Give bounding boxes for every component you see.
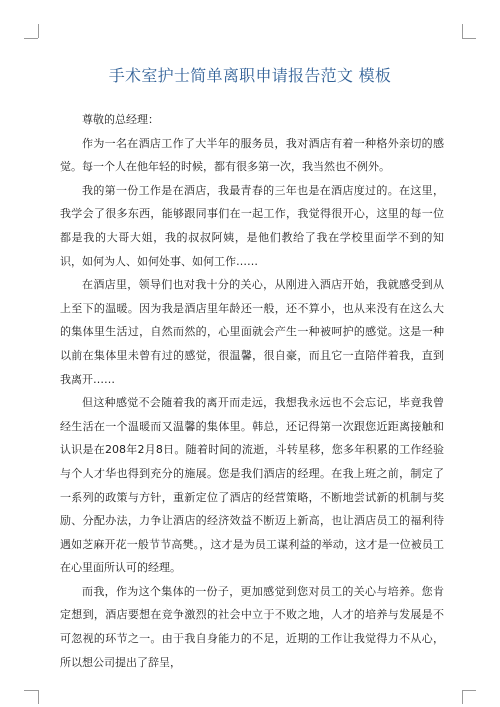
document-title: 手术室护士简单离职申请报告范文 模板 xyxy=(108,66,392,85)
document-body xyxy=(60,108,444,674)
paragraph: 在酒店里，领导们也对我十分的关心，从刚进入酒店开始，我就感受到从上至下的温暖。因为我是酒店里年龄还一般，还不算小，也从来没有在这么大的集体里生活过，自然而然的，心里面就会产生一种被呵护的感觉。这是一种以前在集体里未曾有过的感觉，很温馨，很自豪，而且它一直陪伴着我，直到我离开…… xyxy=(60,278,444,386)
paragraph: 我的第一份工作是在酒店，我最青春的三年也是在酒店度过的。在这里，我学会了很多东西，能够跟同事们在一起工作，我觉得很开心，这里的每一位都是我的大哥大姐，我的叔叔阿姨，是他们教给了我在学校里面学不到的知识，如何为人、如何处事、如何工作…… xyxy=(60,183,444,268)
salutation: 尊敬的总经理： xyxy=(82,113,159,126)
paragraph: 而我，作为这个集体的一份子，更加感觉到您对员工的关心与培养。您肯定想到，酒店要想在竞争激烈的社会中立于不败之地，人才的培养与发展是不可忽视的环节之一。由于我自身能力的不足，近期的工作让我觉得力不从心，所以想公司提出了辞呈， xyxy=(60,584,444,669)
paragraph: 但这种感觉不会随着我的离开而走远，我想我永远也不会忘记，毕竟我曾经生活在一个温暖而又温馨的集体里。韩总，还记得第一次跟您近距离接触和认识是在208年2月8日。随着时间的流逝，斗转星移，您多年积累的工作经验与个人才华也得到充分的施展。您是我们酒店的经理。在我上班之前，制定了一系列的政策与方针，重新定位了酒店的经营策略，不断地尝试新的机制与奖励、分配办法，力争让酒店的经济效益不断迈上新高，也让酒店员工的福利待遇如芝麻开花一般节节高樊。，这才是为员工谋利益的举动，这才是一位被员工在心里面所认可的经理。 xyxy=(60,396,444,575)
paragraph: 作为一名在酒店工作了大半年的服务员，我对酒店有着一种格外亲切的感觉。每一个人在他年轻的时候，都有很多第一次，我当然也不例外。 xyxy=(60,136,444,174)
